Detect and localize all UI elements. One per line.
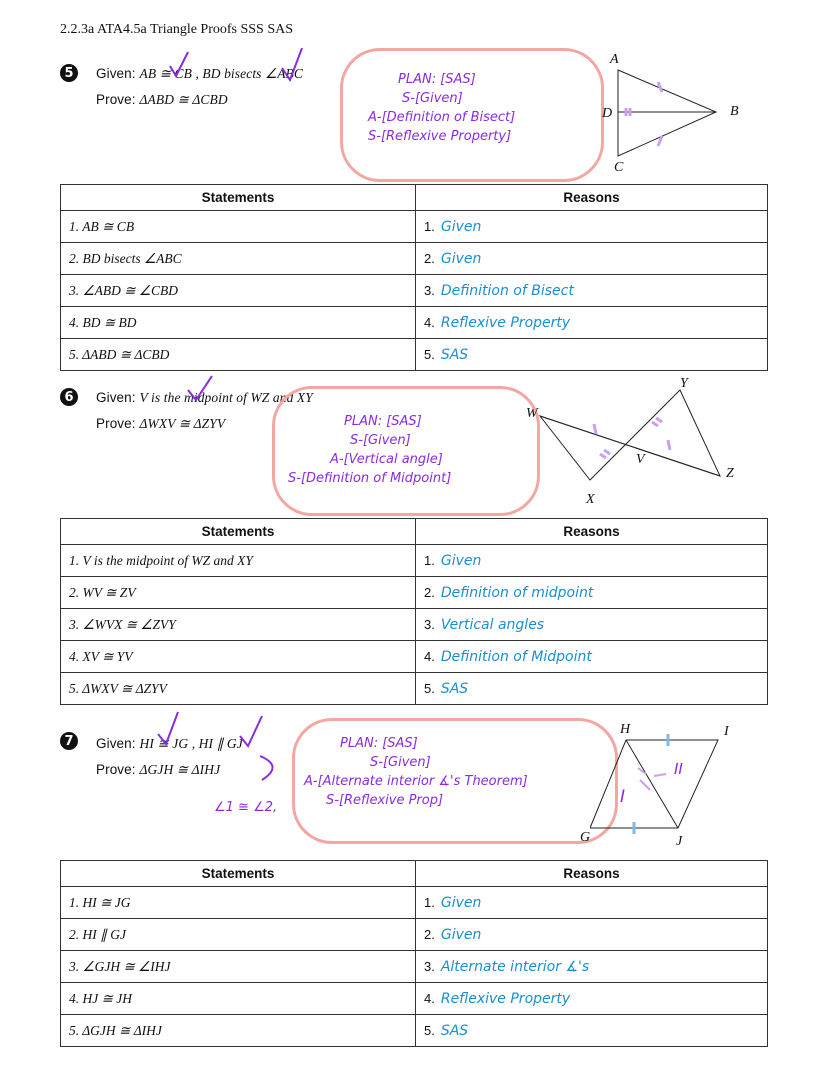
table-row xyxy=(61,307,768,339)
proof-table-7 xyxy=(60,860,768,1047)
plan-line: PLAN: [SAS] xyxy=(340,736,418,751)
table-row xyxy=(61,673,768,705)
table-row xyxy=(61,275,768,307)
reason-cell: 1. Given xyxy=(416,545,768,577)
reasons-header: Reasons xyxy=(416,861,768,887)
proof-table-6 xyxy=(60,518,768,705)
vertex-label: A xyxy=(610,52,619,67)
statement-cell: 3. ∠ABD ≅ ∠CBD xyxy=(61,275,416,307)
prove-text: ΔGJH ≅ ΔIHJ xyxy=(139,762,221,777)
statement-cell: 1. V is the midpoint of WZ and XY xyxy=(61,545,416,577)
table-row xyxy=(61,243,768,275)
problem-number-6: 6 xyxy=(60,388,78,406)
reason-cell: 2. Definition of midpoint xyxy=(416,577,768,609)
table-row xyxy=(61,577,768,609)
table-row xyxy=(61,887,768,919)
statement-cell: 4. BD ≅ BD xyxy=(61,307,416,339)
reason-cell: 2. Given xyxy=(416,919,768,951)
given-label: Given: xyxy=(96,66,136,81)
statement-cell: 1. AB ≅ CB xyxy=(61,211,416,243)
vertex-label: V xyxy=(636,452,645,467)
statement-cell: 4. HJ ≅ JH xyxy=(61,983,416,1015)
plan-line: S-[Reflexive Property] xyxy=(368,129,512,144)
reason-cell: 3. Alternate interior ∡'s xyxy=(416,951,768,983)
prove-label: Prove: xyxy=(96,416,136,431)
vertex-label: Z xyxy=(726,466,734,481)
table-row xyxy=(61,983,768,1015)
plan-5 xyxy=(368,70,516,146)
reason-cell: 2. Given xyxy=(416,243,768,275)
given-text: HI ≅ JG , HI ∥ GJ xyxy=(139,736,243,751)
plan-line: S-[Given] xyxy=(402,91,463,106)
table-row xyxy=(61,339,768,371)
table-row xyxy=(61,951,768,983)
table-row xyxy=(61,609,768,641)
reason-cell: 1. Given xyxy=(416,887,768,919)
plan-line: PLAN: [SAS] xyxy=(344,414,422,429)
prove-6 xyxy=(96,416,225,432)
proof-table-5 xyxy=(60,184,768,371)
statements-header: Statements xyxy=(61,185,416,211)
given-text: AB ≅ CB , BD bisects ∠ABC xyxy=(139,66,304,81)
statement-cell: 2. WV ≅ ZV xyxy=(61,577,416,609)
vertex-label: D xyxy=(602,106,613,121)
statements-header: Statements xyxy=(61,519,416,545)
check-mark-6 xyxy=(184,374,220,404)
plan-line: S-[Given] xyxy=(350,433,411,448)
vertex-label: B xyxy=(730,104,739,119)
vertex-label: W xyxy=(526,406,538,421)
plan-line: S-[Definition of Midpoint] xyxy=(288,471,452,486)
check-marks-7 xyxy=(144,710,294,790)
statement-cell: 3. ∠GJH ≅ ∠IHJ xyxy=(61,951,416,983)
reason-cell: 4. Definition of Midpoint xyxy=(416,641,768,673)
reason-cell: 4. Reflexive Property xyxy=(416,983,768,1015)
reason-cell: 5. SAS xyxy=(416,1015,768,1047)
vertex-label: G xyxy=(580,830,591,845)
plan-line: A-[Vertical angle] xyxy=(330,452,443,467)
problem-number-7: 7 xyxy=(60,732,78,750)
reason-cell: 5. SAS xyxy=(416,339,768,371)
check-marks-5 xyxy=(164,48,334,84)
angle-mark-2: II xyxy=(674,760,683,778)
plan-6 xyxy=(288,412,452,488)
bowtie-diagram-6 xyxy=(530,380,750,490)
vertex-label: X xyxy=(586,492,595,507)
vertex-label: H xyxy=(620,722,631,737)
reasons-header: Reasons xyxy=(416,519,768,545)
plan-line: S-[Reflexive Prop] xyxy=(326,793,444,808)
prove-text: ΔWXV ≅ ΔZYV xyxy=(139,416,226,431)
prove-5 xyxy=(96,92,228,108)
vertex-label: I xyxy=(724,724,729,739)
reason-cell: 1. Given xyxy=(416,211,768,243)
statement-cell: 2. HI ∥ GJ xyxy=(61,919,416,951)
plan-7 xyxy=(304,734,528,810)
statements-header: Statements xyxy=(61,861,416,887)
table-row xyxy=(61,211,768,243)
given-label: Given: xyxy=(96,390,136,405)
reason-cell: 5. SAS xyxy=(416,673,768,705)
plan-line: PLAN: [SAS] xyxy=(398,72,476,87)
side-note-7: ∠1 ≅ ∠2, xyxy=(214,800,278,815)
statement-cell: 5. ΔWXV ≅ ΔZYV xyxy=(61,673,416,705)
prove-text: ΔABD ≅ ΔCBD xyxy=(139,92,228,107)
worksheet-title: 2.2.3a ATA4.5a Triangle Proofs SSS SAS xyxy=(60,22,294,37)
parallelogram-diagram-7 xyxy=(590,728,740,838)
vertex-label: J xyxy=(676,834,683,849)
table-row xyxy=(61,1015,768,1047)
statement-cell: 2. BD bisects ∠ABC xyxy=(61,243,416,275)
reason-cell: 4. Reflexive Property xyxy=(416,307,768,339)
reason-cell: 3. Definition of Bisect xyxy=(416,275,768,307)
given-text: V is the midpoint of WZ and XY xyxy=(139,390,313,405)
table-row xyxy=(61,545,768,577)
angle-mark-1: I xyxy=(620,787,626,807)
vertex-label: C xyxy=(614,160,624,175)
given-label: Given: xyxy=(96,736,136,751)
statement-cell: 4. XV ≅ YV xyxy=(61,641,416,673)
vertex-label: Y xyxy=(680,376,688,391)
reason-cell: 3. Vertical angles xyxy=(416,609,768,641)
plan-line: A-[Alternate interior ∡'s Theorem] xyxy=(304,774,528,789)
plan-line: S-[Given] xyxy=(370,755,431,770)
statement-cell: 5. ΔGJH ≅ ΔIHJ xyxy=(61,1015,416,1047)
statement-cell: 3. ∠WVX ≅ ∠ZVY xyxy=(61,609,416,641)
plan-line: A-[Definition of Bisect] xyxy=(368,110,516,125)
problem-number-5: 5 xyxy=(60,64,78,82)
statement-cell: 5. ΔABD ≅ ΔCBD xyxy=(61,339,416,371)
prove-label: Prove: xyxy=(96,92,136,107)
table-row xyxy=(61,641,768,673)
table-row xyxy=(61,919,768,951)
prove-label: Prove: xyxy=(96,762,136,777)
statement-cell: 1. HI ≅ JG xyxy=(61,887,416,919)
reasons-header: Reasons xyxy=(416,185,768,211)
